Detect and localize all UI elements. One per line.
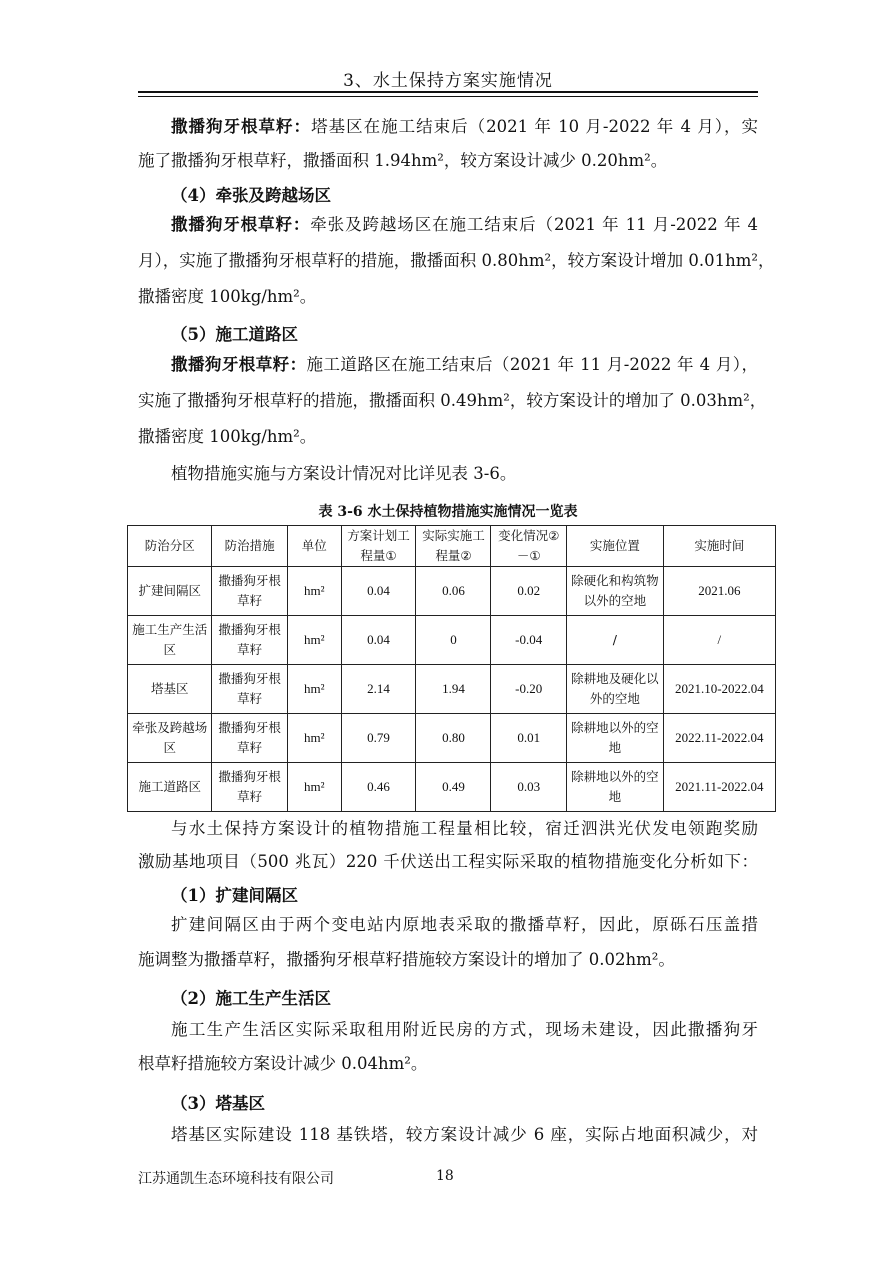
- table-row: [128, 616, 776, 665]
- section-heading: （4）牵张及跨越场区: [171, 186, 331, 205]
- paragraph-line: [171, 354, 758, 376]
- table-caption: 表 3-6 水土保持植物措施实施情况一览表: [318, 504, 578, 520]
- table-cell: hm²: [287, 714, 341, 763]
- header-cell: 实施时间: [663, 526, 775, 567]
- table-cell: -0.04: [491, 616, 567, 665]
- paragraph-line: 月），实施了撒播狗牙根草籽的措施，撒播面积 0.80hm²，较方案设计增加 0.01hm²，: [138, 251, 775, 270]
- header-cell: 单位: [287, 526, 341, 567]
- table-cell: 牵张及跨越场区: [128, 714, 212, 763]
- table-cell: 0.06: [416, 567, 491, 616]
- table-cell: 1.94: [416, 665, 491, 714]
- bold-lead: 撒播狗牙根草籽：: [171, 117, 312, 136]
- table-cell: hm²: [287, 665, 341, 714]
- bold-lead: 撒播狗牙根草籽：: [171, 355, 307, 374]
- paragraph-line: [171, 116, 758, 138]
- header-cell: 实际实施工程量②: [416, 526, 491, 567]
- table-cell: 2021.11-2022.04: [663, 763, 775, 812]
- table-cell: /: [663, 616, 775, 665]
- table-cell: -0.20: [491, 665, 567, 714]
- paragraph-line: 施了撒播狗牙根草籽，撒播面积 1.94hm²，较方案设计减少 0.20hm²。: [138, 151, 668, 170]
- table-cell: hm²: [287, 763, 341, 812]
- table-cell: 0.04: [341, 616, 416, 665]
- table-row: [128, 763, 776, 812]
- table-header-row: [128, 526, 776, 567]
- section-heading: （2）施工生产生活区: [171, 989, 331, 1008]
- table-cell: 撒播狗牙根草籽: [212, 665, 288, 714]
- section-heading: （3）塔基区: [171, 1094, 265, 1113]
- table-cell: 施工道路区: [128, 763, 212, 812]
- table-cell: 除耕地以外的空地: [566, 714, 663, 763]
- table-cell: /: [566, 616, 663, 665]
- table-cell: 0.02: [491, 567, 567, 616]
- table-row: [128, 714, 776, 763]
- header-cell: 防治分区: [128, 526, 212, 567]
- paragraph-line: 塔基区实际建设 118 基铁塔，较方案设计减少 6 座，实际占地面积减少，对: [171, 1125, 758, 1144]
- table-cell: 扩建间隔区: [128, 567, 212, 616]
- page-number: 18: [436, 1168, 454, 1184]
- table-row: [128, 567, 776, 616]
- table-cell: hm²: [287, 616, 341, 665]
- paragraph-line: 撒播密度 100kg/hm²。: [138, 427, 317, 446]
- line-text: 塔基区在施工结束后（2021 年 10 月-2022 年 4 月），实: [311, 117, 758, 136]
- table-cell: 2.14: [341, 665, 416, 714]
- header-cell: 防治措施: [212, 526, 288, 567]
- table-cell: 撒播狗牙根草籽: [212, 714, 288, 763]
- table-cell: 塔基区: [128, 665, 212, 714]
- paragraph-line: 根草籽措施较方案设计减少 0.04hm²。: [138, 1054, 428, 1073]
- table-cell: 0.80: [416, 714, 491, 763]
- table-cell: 0.46: [341, 763, 416, 812]
- table-cell: 撒播狗牙根草籽: [212, 567, 288, 616]
- table-cell: hm²: [287, 567, 341, 616]
- table-cell: 撒播狗牙根草籽: [212, 763, 288, 812]
- table-cell: 0: [416, 616, 491, 665]
- table-cell: 除硬化和构筑物以外的空地: [566, 567, 663, 616]
- table-cell: 施工生产生活区: [128, 616, 212, 665]
- table-cell: 除耕地及硬化以外的空地: [566, 665, 663, 714]
- paragraph-line: [171, 214, 758, 236]
- table-cell: 0.49: [416, 763, 491, 812]
- header-cell: 方案计划工程量①: [341, 526, 416, 567]
- bold-lead: 撒播狗牙根草籽：: [171, 215, 311, 234]
- table-cell: 2021.10-2022.04: [663, 665, 775, 714]
- header-cell: 变化情况②－①: [491, 526, 567, 567]
- table-cell: 除耕地以外的空地: [566, 763, 663, 812]
- table-cell: 2022.11-2022.04: [663, 714, 775, 763]
- paragraph-line: 实施了撒播狗牙根草籽的措施，撒播面积 0.49hm²，较方案设计的增加了 0.03hm²，: [138, 391, 767, 410]
- line-text: 施工道路区在施工结束后（2021 年 11 月-2022 年 4 月），: [306, 355, 758, 374]
- table-cell: 0.01: [491, 714, 567, 763]
- table-cell: 0.03: [491, 763, 567, 812]
- table-cell: 0.04: [341, 567, 416, 616]
- header-rule-thin: [138, 96, 758, 97]
- section-heading: （1）扩建间隔区: [171, 886, 298, 905]
- paragraph-line: 激励基地项目（500 兆瓦）220 千伏送出工程实际采取的植物措施变化分析如下：: [138, 852, 758, 871]
- paragraph-line: 植物措施实施与方案设计情况对比详见表 3-6。: [171, 464, 517, 483]
- paragraph-line: 与水土保持方案设计的植物措施工程量相比较，宿迁泗洪光伏发电领跑奖励: [171, 819, 758, 838]
- table-cell: 0.79: [341, 714, 416, 763]
- paragraph-line: 扩建间隔区由于两个变电站内原地表采取的撒播草籽，因此，原砾石压盖措: [171, 915, 758, 934]
- table-row: [128, 665, 776, 714]
- line-text: 牵张及跨越场区在施工结束后（2021 年 11 月-2022 年 4: [310, 215, 759, 234]
- page-header-title: 3、水土保持方案实施情况: [343, 71, 553, 91]
- header-cell: 实施位置: [566, 526, 663, 567]
- footer-company: 江苏通凯生态环境科技有限公司: [138, 1171, 334, 1187]
- paragraph-line: 施工生产生活区实际采取租用附近民房的方式，现场未建设，因此撒播狗牙: [171, 1020, 758, 1039]
- table-cell: 2021.06: [663, 567, 775, 616]
- paragraph-line: 撒播密度 100kg/hm²。: [138, 287, 317, 306]
- paragraph-line: 施调整为撒播草籽，撒播狗牙根草籽措施较方案设计的增加了 0.02hm²。: [138, 950, 675, 969]
- table-cell: 撒播狗牙根草籽: [212, 616, 288, 665]
- section-heading: （5）施工道路区: [171, 325, 298, 344]
- header-rule-thick: [138, 91, 758, 93]
- plant-measures-table: [127, 525, 776, 812]
